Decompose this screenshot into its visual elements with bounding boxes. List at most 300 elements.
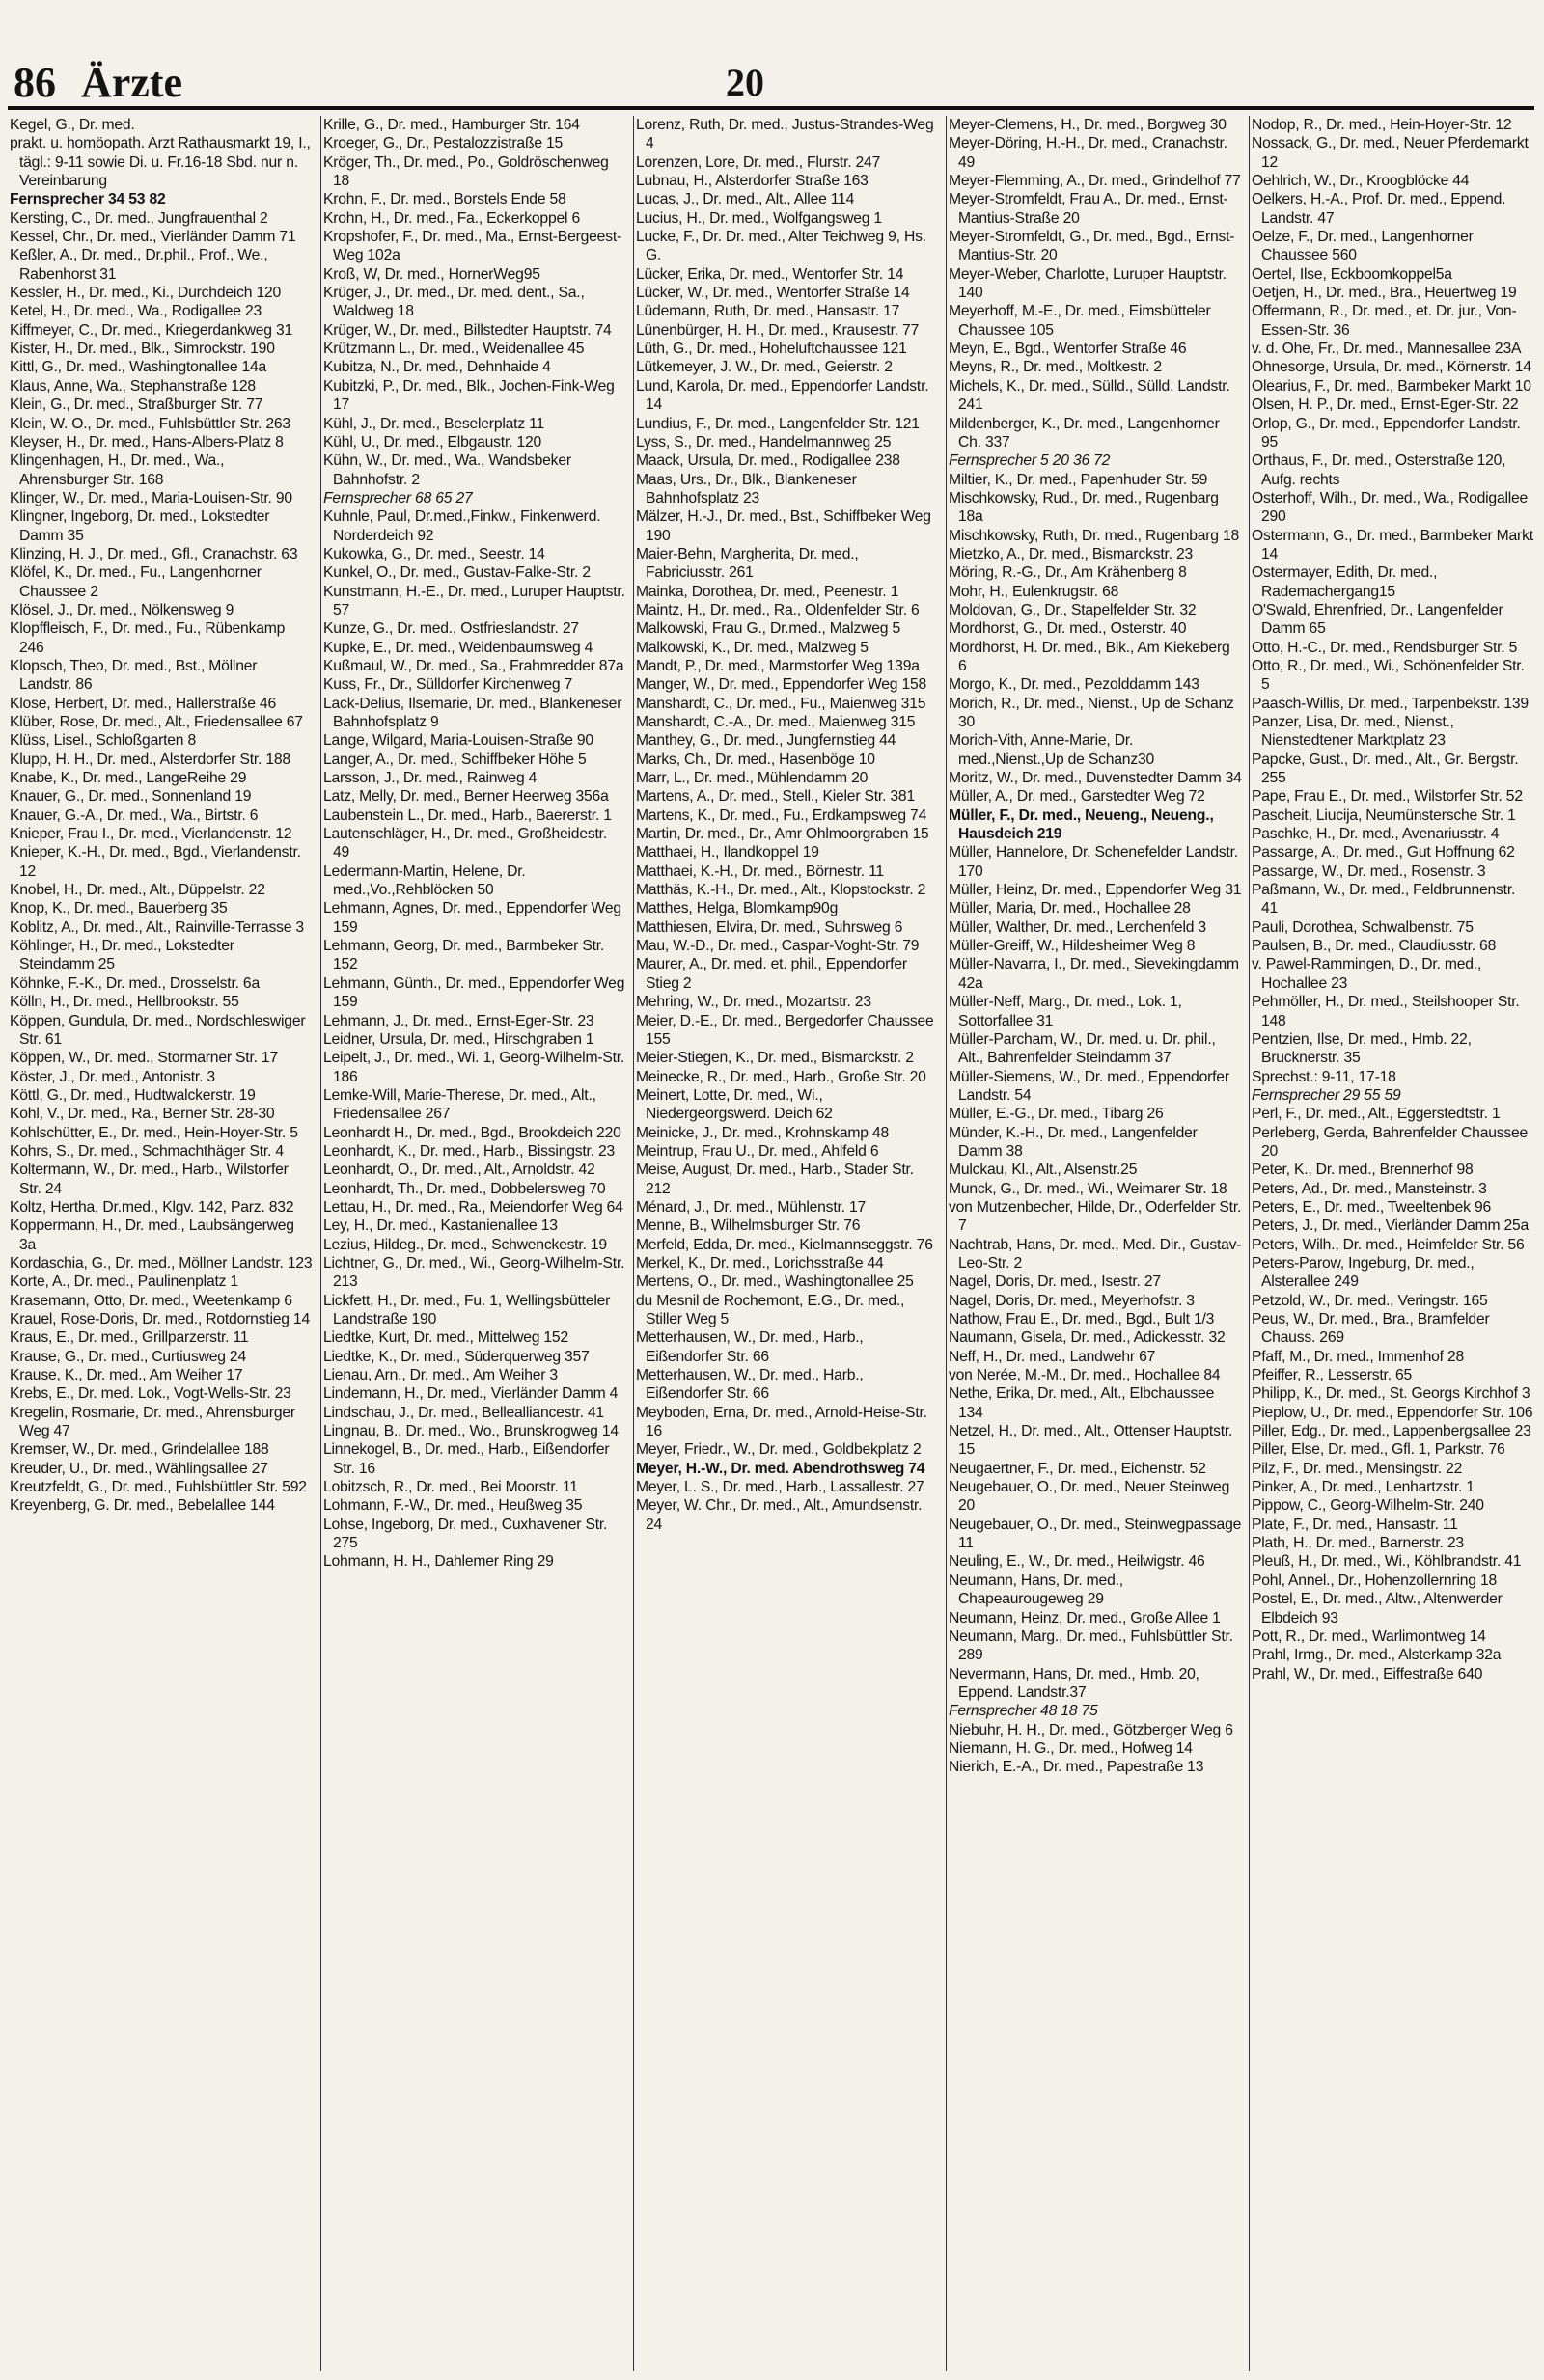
directory-entry: Pehmöller, H., Dr. med., Steilshooper Str. 148 (1252, 994, 1520, 1029)
directory-entry: Matthaei, K.-H., Dr. med., Börnestr. 11 (636, 862, 884, 880)
directory-entry: Kupke, E., Dr. med., Weidenbaumsweg 4 (323, 639, 593, 656)
directory-entry: Kessel, Chr., Dr. med., Vierländer Damm 71 (10, 229, 296, 246)
directory-entry: Manshardt, C.-A., Dr. med., Maienweg 315 (636, 714, 916, 730)
directory-entry: Münder, K.-H., Dr. med., Langenfelder Damm 38 (949, 1124, 1198, 1160)
directory-entry: Klüss, Lisel., Schloßgarten 8 (10, 732, 197, 750)
directory-entry: Neugebauer, O., Dr. med., Neuer Steinweg 20 (949, 1479, 1230, 1515)
directory-entry: Lehmann, J., Dr. med., Ernst-Eger-Str. 23 (323, 1012, 594, 1029)
directory-entry: Ledermann-Martin, Helene, Dr. med.,Vo.,Rehblöcken 50 (323, 862, 526, 899)
directory-entry: Klinger, W., Dr. med., Maria-Louisen-Str. 90 (10, 489, 292, 506)
directory-entry: Merfeld, Edda, Dr. med., Kielmannseggstr. 76 (636, 1236, 933, 1253)
directory-entry: Krause, K., Dr. med., Am Weiher 17 (10, 1367, 243, 1384)
directory-entry: Pott, R., Dr. med., Warlimontweg 14 (1252, 1628, 1486, 1645)
directory-entry: Martens, A., Dr. med., Stell., Kieler Str. 381 (636, 788, 915, 806)
directory-entry: Otto, R., Dr. med., Wi., Schönenfelder Str. 5 (1252, 657, 1525, 694)
directory-entry: Kroß, W, Dr. med., HornerWeg95 (323, 265, 540, 283)
directory-entry: Kessler, H., Dr. med., Ki., Durchdeich 120 (10, 285, 282, 302)
directory-entry: Morich, R., Dr. med., Nienst., Up de Schanz 30 (949, 695, 1234, 730)
directory-entry: Plate, F., Dr. med., Hansastr. 11 (1252, 1516, 1458, 1533)
directory-entry: Leidner, Ursula, Dr. med., Hirschgraben 1 (323, 1030, 594, 1048)
directory-entry: Pfaff, M., Dr. med., Immenhof 28 (1252, 1348, 1464, 1365)
directory-entry: Maas, Urs., Dr., Blk., Blankeneser Bahnhofsplatz 23 (636, 471, 857, 506)
directory-entry: Krützmann L., Dr. med., Weidenallee 45 (323, 341, 585, 358)
directory-entry: Lautenschläger, H., Dr. med., Großheidestr. 49 (323, 826, 607, 862)
directory-entry: Pieplow, U., Dr. med., Eppendorfer Str. 106 (1252, 1404, 1533, 1421)
directory-entry: Maurer, A., Dr. med. et. phil., Eppendorfer Stieg 2 (636, 956, 907, 992)
directory-entry: von Mutzenbecher, Hilde, Dr., Oderfelder Str. 7 (949, 1198, 1242, 1235)
directory-entry: Moldovan, G., Dr., Stapelfelder Str. 32 (949, 601, 1197, 618)
directory-entry: Fernsprecher 29 55 59 (1252, 1086, 1401, 1104)
directory-entry: Klopsch, Theo, Dr. med., Bst., Möllner Landstr. 86 (10, 657, 258, 694)
directory-entry: Kohrs, S., Dr. med., Schmachthäger Str. 4 (10, 1142, 284, 1160)
directory-entry: Michels, K., Dr. med., Sülld., Sülld. Landstr. 241 (949, 377, 1230, 414)
directory-entry: Neumann, Heinz, Dr. med., Große Allee 1 (949, 1609, 1221, 1627)
directory-entry: Fernsprecher 5 20 36 72 (949, 452, 1111, 470)
directory-entry: Oertel, Ilse, Eckboomkoppel5a (1252, 265, 1452, 283)
directory-entry: Kubitza, N., Dr. med., Dehnhaide 4 (323, 359, 551, 376)
directory-entry: Metterhausen, W., Dr. med., Harb., Eißendorfer Str. 66 (636, 1367, 864, 1403)
directory-entry: Neuling, E., W., Dr. med., Heilwigstr. 46 (949, 1553, 1205, 1571)
directory-entry: Kuhnle, Paul, Dr.med.,Finkw., Finkenwerd. Norderdeich 92 (323, 508, 601, 544)
directory-entry: Meinecke, R., Dr. med., Harb., Große Str. 20 (636, 1068, 926, 1085)
directory-entry: Nodop, R., Dr. med., Hein-Hoyer-Str. 12 (1252, 117, 1512, 133)
directory-entry: Kister, H., Dr. med., Blk., Simrockstr. 190 (10, 341, 275, 358)
directory-entry: Paschke, H., Dr. med., Avenariusstr. 4 (1252, 826, 1500, 843)
directory-entry: Nagel, Doris, Dr. med., Meyerhofstr. 3 (949, 1292, 1195, 1309)
page-header (0, 58, 1544, 108)
directory-entry: Mau, W.-D., Dr. med., Caspar-Voght-Str. 79 (636, 938, 920, 955)
directory-entry: Neugaertner, F., Dr. med., Eichenstr. 52 (949, 1460, 1206, 1477)
directory-entry: Martens, K., Dr. med., Fu., Erdkampsweg 74 (636, 807, 927, 824)
directory-entry: Köhnke, F.-K., Dr. med., Drosselstr. 6a (10, 974, 260, 992)
directory-entry: Klein, W. O., Dr. med., Fuhlsbüttler Str. 263 (10, 415, 290, 432)
directory-entry: Nevermann, Hans, Dr. med., Hmb. 20, Eppend. Landstr.37 (949, 1665, 1199, 1701)
column-2 (320, 116, 628, 2371)
directory-entry: Peus, W., Dr. med., Bra., Bramfelder Chauss. 269 (1252, 1311, 1490, 1347)
directory-entry: Kraus, E., Dr. med., Grillparzerstr. 11 (10, 1329, 249, 1347)
directory-entry: Peter, K., Dr. med., Brennerhof 98 (1252, 1162, 1474, 1179)
directory-entry: Nethe, Erika, Dr. med., Alt., Elbchaussee 134 (949, 1385, 1215, 1421)
directory-entry: Müller, Walther, Dr. med., Lerchenfeld 3 (949, 918, 1206, 936)
directory-entry: Nachtrab, Hans, Dr. med., Med. Dir., Gustav-Leo-Str. 2 (949, 1236, 1242, 1272)
directory-entry: Oelze, F., Dr. med., Langenhorner Chaussee 560 (1252, 229, 1474, 264)
directory-entry: Prahl, Irmg., Dr. med., Alsterkamp 32a (1252, 1647, 1502, 1664)
directory-entry: Meyer-Stromfeldt, Frau A., Dr. med., Ernst-Mantius-Straße 20 (949, 191, 1228, 227)
directory-entry: Neff, H., Dr. med., Landwehr 67 (949, 1348, 1156, 1365)
directory-entry: Matthes, Helga, Blomkamp90g (636, 900, 839, 917)
directory-entry: Kölln, H., Dr. med., Hellbrookstr. 55 (10, 994, 239, 1011)
directory-entry: Meyn, E., Bgd., Wentorfer Straße 46 (949, 341, 1187, 358)
directory-entry: Kreuder, U., Dr. med., Wählingsallee 27 (10, 1460, 268, 1477)
directory-entry: Klein, G., Dr. med., Straßburger Str. 77 (10, 397, 263, 414)
directory-entry: Matthaei, H., Ilandkoppel 19 (636, 844, 819, 862)
directory-entry: Malkowski, Frau G., Dr.med., Malzweg 5 (636, 620, 900, 638)
directory-entry: Lütkemeyer, J. W., Dr. med., Geierstr. 2 (636, 359, 893, 376)
directory-entry: Lundius, F., Dr. med., Langenfelder Str. 121 (636, 415, 920, 432)
directory-entry: Lorenz, Ruth, Dr. med., Justus-Strandes-Weg 4 (636, 117, 934, 152)
directory-entry: Lemke-Will, Marie-Therese, Dr. med., Alt., Friedensallee 267 (323, 1086, 596, 1123)
directory-entry: Oehlrich, W., Dr., Kroogblöcke 44 (1252, 173, 1470, 190)
directory-entry: Koltermann, W., Dr. med., Harb., Wilstorfer Str. 24 (10, 1162, 289, 1197)
directory-entry: Lack-Delius, Ilsemarie, Dr. med., Blankeneser Bahnhofsplatz 9 (323, 695, 622, 730)
directory-entry: Knabe, K., Dr. med., LangeReihe 29 (10, 770, 247, 787)
directory-entry: Piller, Else, Dr. med., Gfl. 1, Parkstr. 76 (1252, 1441, 1505, 1459)
directory-entry: Mordhorst, G., Dr. med., Osterstr. 40 (949, 620, 1187, 638)
directory-entry: Müller-Greiff, W., Hildesheimer Weg 8 (949, 938, 1196, 955)
directory-entry: Klösel, J., Dr. med., Nölkensweg 9 (10, 601, 234, 618)
directory-entry: Nathow, Frau E., Dr. med., Bgd., Bult 1/3 (949, 1311, 1215, 1327)
directory-entry: Martin, Dr. med., Dr., Amr Ohlmoorgraben 15 (636, 826, 929, 843)
directory-entry: Lienau, Arn., Dr. med., Am Weiher 3 (323, 1367, 558, 1384)
directory-entry: Kohl, V., Dr. med., Ra., Berner Str. 28-30 (10, 1106, 275, 1123)
directory-entry: Ley, H., Dr. med., Kastanienallee 13 (323, 1217, 558, 1235)
directory-entry: Klüber, Rose, Dr. med., Alt., Friedensallee 67 (10, 714, 303, 730)
directory-entry: Lüth, G., Dr. med., Hoheluftchaussee 121 (636, 341, 907, 358)
directory-entry: Kleyser, H., Dr. med., Hans-Albers-Platz 8 (10, 433, 284, 451)
directory-entry: Kremser, W., Dr. med., Grindelallee 188 (10, 1441, 269, 1459)
directory-entry: Knauer, G., Dr. med., Sonnenland 19 (10, 788, 252, 806)
directory-entry: Peters-Parow, Ingeburg, Dr. med., Alsterallee 249 (1252, 1254, 1475, 1291)
directory-entry: Peters, Ad., Dr. med., Mansteinstr. 3 (1252, 1180, 1487, 1197)
directory-entry: Paßmann, W., Dr. med., Feldbrunnenstr. 41 (1252, 882, 1516, 917)
directory-entry: Matthäs, K.-H., Dr. med., Alt., Klopstockstr. 2 (636, 882, 926, 899)
directory-entry: Klöfel, K., Dr. med., Fu., Langenhorner Chaussee 2 (10, 564, 262, 600)
directory-entry: Kroeger, G., Dr., Pestalozzistraße 15 (323, 135, 564, 152)
directory-entry: Kregelin, Rosmarie, Dr. med., Ahrensburger Weg 47 (10, 1404, 295, 1440)
directory-entry: Pfeiffer, R., Lesserstr. 65 (1252, 1367, 1413, 1384)
directory-entry: Pascheit, Liucija, Neumünstersche Str. 1 (1252, 807, 1516, 824)
directory-entry: Latz, Melly, Dr. med., Berner Heerweg 356a (323, 788, 609, 806)
directory-entry: Müller-Navarra, I., Dr. med., Sievekingdamm 42a (949, 956, 1239, 992)
directory-entry: Klinzing, H. J., Dr. med., Gfl., Cranachstr. 63 (10, 545, 298, 562)
directory-entry: Sprechst.: 9-11, 17-18 (1252, 1068, 1396, 1085)
directory-entry: Kubitzki, P., Dr. med., Blk., Jochen-Fink-Weg 17 (323, 377, 615, 414)
directory-entry: Koltz, Hertha, Dr.med., Klgv. 142, Parz. 832 (10, 1198, 294, 1216)
directory-entry: Müller-Siemens, W., Dr. med., Eppendorfer Landstr. 54 (949, 1068, 1229, 1104)
directory-entry: Peters, Wilh., Dr. med., Heimfelder Str. 56 (1252, 1236, 1525, 1253)
directory-entry: Koblitz, A., Dr. med., Alt., Rainville-Terrasse 3 (10, 918, 304, 936)
directory-entry: Klingenhagen, H., Dr. med., Wa., Ahrensburger Str. 168 (10, 452, 225, 488)
directory-entry: Moritz, W., Dr. med., Duvenstedter Damm 34 (949, 770, 1242, 787)
directory-entry: Köhlinger, H., Dr. med., Lokstedter Steindamm 25 (10, 938, 234, 973)
directory-entry: Leonhardt, K., Dr. med., Harb., Bissingstr. 23 (323, 1142, 616, 1160)
directory-entry: Mohr, H., Eulenkrugstr. 68 (949, 583, 1119, 600)
directory-entry: Mertens, O., Dr. med., Washingtonallee 25 (636, 1273, 914, 1291)
directory-entry: Mulckau, Kl., Alt., Alsenstr.25 (949, 1162, 1138, 1179)
directory-entry: Morich-Vith, Anne-Marie, Dr. med.,Nienst.,Up de Schanz30 (949, 732, 1155, 768)
directory-entry: Lange, Wilgard, Maria-Louisen-Straße 90 (323, 732, 593, 750)
directory-entry: Panzer, Lisa, Dr. med., Nienst., Nienstedtener Marktplatz 23 (1252, 714, 1454, 750)
directory-entry: Knobel, H., Dr. med., Alt., Düppelstr. 22 (10, 882, 265, 899)
directory-entry: Menne, B., Wilhelmsburger Str. 76 (636, 1217, 861, 1235)
directory-entry: Matthiesen, Elvira, Dr. med., Suhrsweg 6 (636, 918, 903, 936)
directory-entry: Krause, G., Dr. med., Curtiusweg 24 (10, 1348, 246, 1365)
directory-entry: Klose, Herbert, Dr. med., Hallerstraße 46 (10, 695, 277, 712)
directory-entry: Lünenbürger, H. H., Dr. med., Krausestr. 77 (636, 321, 920, 339)
directory-entry: Kühl, J., Dr. med., Beselerplatz 11 (323, 415, 545, 432)
directory-entry: Malkowski, K., Dr. med., Malzweg 5 (636, 639, 868, 656)
directory-entry: Pohl, Annel., Dr., Hohenzollernring 18 (1252, 1572, 1498, 1589)
directory-entry: Kropshofer, F., Dr. med., Ma., Ernst-Bergeest-Weg 102a (323, 229, 622, 264)
directory-entry: Peters, E., Dr. med., Tweeltenbek 96 (1252, 1198, 1491, 1216)
directory-entry: Meintrup, Frau U., Dr. med., Ahlfeld 6 (636, 1142, 879, 1160)
column-3 (633, 116, 941, 2371)
directory-entry: Prahl, W., Dr. med., Eiffestraße 640 (1252, 1665, 1483, 1682)
directory-entry: Lohmann, H. H., Dahlemer Ring 29 (323, 1553, 554, 1571)
directory-entry: Neumann, Marg., Dr. med., Fuhlsbüttler Str. 289 (949, 1628, 1233, 1664)
directory-entry: Kühn, W., Dr. med., Wa., Wandsbeker Bahnhofstr. 2 (323, 452, 571, 488)
directory-entry: Müller, F., Dr. med., Neueng., Neueng., Hausdeich 219 (949, 807, 1214, 843)
directory-entry: Perleberg, Gerda, Bahrenfelder Chaussee 20 (1252, 1124, 1529, 1160)
directory-entry: du Mesnil de Rochemont, E.G., Dr. med., Stiller Weg 5 (636, 1292, 905, 1327)
directory-entry: Krohn, H., Dr. med., Fa., Eckerkoppel 6 (323, 209, 580, 227)
directory-entry: Lehmann, Georg, Dr. med., Barmbeker Str. 152 (323, 938, 605, 973)
directory-entry: Kreutzfeldt, G., Dr. med., Fuhlsbüttler Str. 592 (10, 1479, 307, 1496)
directory-entry: Marr, L., Dr. med., Mühlendamm 20 (636, 770, 868, 787)
directory-entry: Kegel, G., Dr. med. (10, 117, 135, 133)
directory-entry: Lobitzsch, R., Dr. med., Bei Moorstr. 11 (323, 1479, 578, 1496)
directory-entry: Ohnesorge, Ursula, Dr. med., Körnerstr. 14 (1252, 359, 1531, 376)
directory-entry: Lücker, Erika, Dr. med., Wentorfer Str. 14 (636, 265, 904, 283)
directory-entry: Meyns, R., Dr. med., Moltkestr. 2 (949, 359, 1162, 376)
directory-entry: v. d. Ohe, Fr., Dr. med., Mannesallee 23A (1252, 341, 1522, 358)
directory-entry: Müller, A., Dr. med., Garstedter Weg 72 (949, 788, 1205, 806)
directory-entry: Piller, Edg., Dr. med., Lappenbergsallee 23 (1252, 1423, 1531, 1440)
directory-entry: Leonhardt, Th., Dr. med., Dobbelersweg 70 (323, 1180, 606, 1197)
directory-entry: Passarge, A., Dr. med., Gut Hoffnung 62 (1252, 844, 1515, 862)
directory-entry: Petzold, W., Dr. med., Veringstr. 165 (1252, 1292, 1488, 1309)
directory-entry: Pentzien, Ilse, Dr. med., Hmb. 22, Brucknerstr. 35 (1252, 1030, 1472, 1067)
directory-entry: Neugebauer, O., Dr. med., Steinwegpassage 11 (949, 1516, 1242, 1552)
directory-entry: Oelkers, H.-A., Prof. Dr. med., Eppend. Landstr. 47 (1252, 191, 1506, 227)
directory-entry: Kröger, Th., Dr. med., Po., Goldröschenweg 18 (323, 153, 609, 190)
directory-entry: Niemann, H. G., Dr. med., Hofweg 14 (949, 1739, 1193, 1757)
directory-entry: Lucas, J., Dr. med., Alt., Allee 114 (636, 191, 855, 208)
directory-entry: Niebuhr, H. H., Dr. med., Götzberger Weg 6 (949, 1721, 1233, 1738)
directory-entry: Krauel, Rose-Doris, Dr. med., Rotdornstieg 14 (10, 1311, 310, 1327)
directory-entry: Meinert, Lotte, Dr. med., Wi., Niedergeorgswerd. Deich 62 (636, 1086, 833, 1123)
directory-entry: Mandt, P., Dr. med., Marmstorfer Weg 139a (636, 657, 920, 674)
directory-entry: Kersting, C., Dr. med., Jungfrauenthal 2 (10, 209, 268, 227)
directory-entry: Meyer, H.-W., Dr. med. Abendrothsweg 74 (636, 1460, 925, 1477)
header-rule (8, 106, 1534, 110)
directory-entry: Knieper, K.-H., Dr. med., Bgd., Vierlandenstr. 12 (10, 844, 301, 880)
directory-entry: Keßler, A., Dr. med., Dr.phil., Prof., We., Rabenhorst 31 (10, 247, 268, 283)
directory-entry: Pape, Frau E., Dr. med., Wilstorfer Str. 52 (1252, 788, 1523, 806)
directory-entry: Mietzko, A., Dr. med., Bismarckstr. 23 (949, 545, 1194, 562)
directory-entry: Krohn, F., Dr. med., Borstels Ende 58 (323, 191, 566, 208)
directory-entry: Philipp, K., Dr. med., St. Georgs Kirchhof 3 (1252, 1385, 1530, 1403)
directory-entry: Knauer, G.-A., Dr. med., Wa., Birtstr. 6 (10, 807, 259, 824)
directory-entry: Köster, J., Dr. med., Antonistr. 3 (10, 1068, 215, 1085)
directory-entry: Lucius, H., Dr. med., Wolfgangsweg 1 (636, 209, 882, 227)
directory-entry: Krüger, J., Dr. med., Dr. med. dent., Sa., Waldweg 18 (323, 285, 585, 320)
directory-entry: Mälzer, H.-J., Dr. med., Bst., Schiffbeker Weg 190 (636, 508, 931, 544)
directory-entry: Fernsprecher 48 18 75 (949, 1703, 1098, 1720)
column-1 (8, 116, 315, 2371)
directory-entry: Merkel, K., Dr. med., Lorichsstraße 44 (636, 1254, 884, 1272)
directory-entry: Maack, Ursula, Dr. med., Rodigallee 238 (636, 452, 900, 470)
directory-entry: Miltier, K., Dr. med., Papenhuder Str. 59 (949, 471, 1208, 488)
directory-entry: Lingnau, B., Dr. med., Wo., Brunskrogweg 14 (323, 1423, 619, 1440)
directory-entry: Meyer, W. Chr., Dr. med., Alt., Amundsenstr. 24 (636, 1497, 923, 1533)
directory-entry: Köppen, Gundula, Dr. med., Nordschleswiger Str. 61 (10, 1012, 306, 1048)
directory-entry: Meier-Stiegen, K., Dr. med., Bismarckstr. 2 (636, 1050, 914, 1067)
directory-entry: Müller, E.-G., Dr. med., Tibarg 26 (949, 1106, 1164, 1123)
directory-entry: Mainka, Dorothea, Dr. med., Peenestr. 1 (636, 583, 899, 600)
directory-entry: Möring, R.-G., Dr., Am Krähenberg 8 (949, 564, 1187, 582)
directory-entry: Maintz, H., Dr. med., Ra., Oldenfelder Str. 6 (636, 601, 920, 618)
directory-entry: Manger, W., Dr. med., Eppendorfer Weg 158 (636, 676, 927, 694)
directory-entry: Pauli, Dorothea, Schwalbenstr. 75 (1252, 918, 1474, 936)
directory-entry: Langer, A., Dr. med., Schiffbeker Höhe 5 (323, 751, 587, 768)
directory-entry: Lehmann, Agnes, Dr. med., Eppendorfer Weg 159 (323, 900, 621, 936)
directory-entry: Orlop, G., Dr. med., Eppendorfer Landstr. 95 (1252, 415, 1521, 451)
page-number: 86 (14, 59, 56, 106)
directory-entry: Mehring, W., Dr. med., Mozartstr. 23 (636, 994, 871, 1011)
directory-entry: Otto, H.-C., Dr. med., Rendsburger Str. 5 (1252, 639, 1518, 656)
directory-entry: Kunze, G., Dr. med., Ostfrieslandstr. 27 (323, 620, 579, 638)
directory-entry: Meyer-Döring, H.-H., Dr. med., Cranachstr. 49 (949, 135, 1227, 171)
directory-entry: Müller, Maria, Dr. med., Hochallee 28 (949, 900, 1191, 917)
directory-entry: Nossack, G., Dr. med., Neuer Pferdemarkt 12 (1252, 135, 1529, 171)
directory-entry: Kuss, Fr., Dr., Sülldorfer Kirchenweg 7 (323, 676, 573, 694)
directory-entry: Kohlschütter, E., Dr. med., Hein-Hoyer-Str. 5 (10, 1124, 298, 1141)
directory-entry: Kühl, U., Dr. med., Elbgaustr. 120 (323, 433, 542, 451)
directory-entry: Marks, Ch., Dr. med., Hasenböge 10 (636, 751, 875, 768)
directory-entry: Laubenstein L., Dr. med., Harb., Baererstr. 1 (323, 807, 612, 824)
directory-entry: Meyer-Weber, Charlotte, Luruper Hauptstr. 140 (949, 265, 1227, 302)
center-page-number: 20 (726, 61, 764, 104)
column-5 (1249, 116, 1535, 2371)
directory-entry: Klopffleisch, F., Dr. med., Fu., Rübenkamp 246 (10, 620, 286, 656)
directory-entry: Leonhardt H., Dr. med., Bgd., Brookdeich 220 (323, 1124, 621, 1141)
directory-entry: Larsson, J., Dr. med., Rainweg 4 (323, 770, 538, 787)
directory-entry: Ostermann, G., Dr. med., Barmbeker Markt 14 (1252, 527, 1533, 562)
directory-entry: Meyer-Stromfeldt, G., Dr. med., Bgd., Ernst-Mantius-Str. 20 (949, 229, 1235, 264)
directory-entry: Pilz, F., Dr. med., Mensingstr. 22 (1252, 1460, 1463, 1477)
directory-entry: Kordaschia, G., Dr. med., Möllner Landstr. 123 (10, 1254, 313, 1272)
directory-entry: Offermann, R., Dr. med., et. Dr. jur., Von-Essen-Str. 36 (1252, 303, 1517, 339)
directory-entry: Kreyenberg, G. Dr. med., Bebelallee 144 (10, 1497, 275, 1515)
directory-entry: Lettau, H., Dr. med., Ra., Meiendorfer Weg 64 (323, 1198, 623, 1216)
directory-entry: Maier-Behn, Margherita, Dr. med., Fabriciusstr. 261 (636, 545, 859, 582)
directory-entry: Knieper, Frau I., Dr. med., Vierlandenstr. 12 (10, 826, 292, 843)
directory-entry: Klingner, Ingeborg, Dr. med., Lokstedter Damm 35 (10, 508, 270, 544)
directory-entry: Lücker, W., Dr. med., Wentorfer Straße 14 (636, 285, 910, 302)
column-4 (946, 116, 1244, 2371)
directory-entry: Klupp, H. H., Dr. med., Alsterdorfer Str. 188 (10, 751, 290, 768)
directory-entry: Meyerhoff, M.-E., Dr. med., Eimsbütteler Chaussee 105 (949, 303, 1211, 339)
directory-entry: Müller-Parcham, W., Dr. med. u. Dr. phil., Alt., Bahrenfelder Steindamm 37 (949, 1030, 1216, 1067)
directory-entry: prakt. u. homöopath. Arzt Rathausmarkt 19, I., tägl.: 9-11 sowie Di. u. Fr.16-18 Sbd. nur n. Vereinbarung (10, 135, 311, 190)
directory-entry: Meyer, L. S., Dr. med., Harb., Lassallestr. 27 (636, 1479, 924, 1496)
directory-entry: Krüger, W., Dr. med., Billstedter Hauptstr. 74 (323, 321, 612, 339)
directory-entry: Kittl, G., Dr. med., Washingtonallee 14a (10, 359, 267, 376)
directory-entry: Krebs, E., Dr. med. Lok., Vogt-Wells-Str. 23 (10, 1385, 291, 1403)
section-title: Ärzte (81, 59, 183, 106)
directory-columns (8, 116, 1534, 2371)
directory-entry: von Nerée, M.-M., Dr. med., Hochallee 84 (949, 1367, 1221, 1384)
directory-entry: Meyer-Clemens, H., Dr. med., Borgweg 30 (949, 117, 1227, 133)
directory-entry: Lindemann, H., Dr. med., Vierländer Damm 4 (323, 1385, 619, 1403)
directory-entry: Meyer-Flemming, A., Dr. med., Grindelhof 77 (949, 173, 1241, 190)
directory-entry: Lüdemann, Ruth, Dr. med., Hansastr. 17 (636, 303, 900, 320)
directory-entry: Lezius, Hildeg., Dr. med., Schwenckestr. 19 (323, 1236, 607, 1253)
directory-entry: Lubnau, H., Alsterdorfer Straße 163 (636, 173, 868, 190)
directory-entry: Klaus, Anne, Wa., Stephanstraße 128 (10, 377, 256, 395)
directory-entry: Morgo, K., Dr. med., Pezolddamm 143 (949, 676, 1199, 694)
directory-entry: Pippow, C., Georg-Wilhelm-Str. 240 (1252, 1497, 1484, 1515)
directory-entry: Mischkowsky, Ruth, Dr. med., Rugenbarg 18 (949, 527, 1240, 544)
directory-entry: Pleuß, H., Dr. med., Wi., Köhlbrandstr. 41 (1252, 1553, 1522, 1571)
directory-entry: Lund, Karola, Dr. med., Eppendorfer Landstr. 14 (636, 377, 929, 414)
directory-entry: Mischkowsky, Rud., Dr. med., Rugenbarg 18a (949, 489, 1219, 526)
directory-entry: Lucke, F., Dr. Dr. med., Alter Teichweg 9, Hs. G. (636, 229, 926, 264)
directory-entry: Kukowka, G., Dr. med., Seestr. 14 (323, 545, 545, 562)
directory-entry: Meyboden, Erna, Dr. med., Arnold-Heise-Str. 16 (636, 1404, 927, 1440)
directory-entry: Kunstmann, H.-E., Dr. med., Luruper Hauptstr. 57 (323, 583, 625, 618)
directory-entry: Liedtke, K., Dr. med., Süderquerweg 357 (323, 1348, 590, 1365)
directory-entry: Netzel, H., Dr. med., Alt., Ottenser Hauptstr. 15 (949, 1423, 1233, 1459)
directory-entry: Naumann, Gisela, Dr. med., Adickesstr. 32 (949, 1329, 1226, 1347)
directory-entry: Meyer, Friedr., W., Dr. med., Goldbekplatz 2 (636, 1441, 922, 1459)
directory-entry: Mildenberger, K., Dr. med., Langenhorner Ch. 337 (949, 415, 1220, 451)
directory-entry: Papcke, Gust., Dr. med., Alt., Gr. Bergstr. 255 (1252, 751, 1519, 787)
directory-entry: Ketel, H., Dr. med., Wa., Rodigallee 23 (10, 303, 262, 320)
directory-entry: Pinker, A., Dr. med., Lenhartzstr. 1 (1252, 1479, 1475, 1496)
directory-entry: Lindschau, J., Dr. med., Bellealliancestr. 41 (323, 1404, 604, 1421)
directory-entry: Ménard, J., Dr. med., Mühlenstr. 17 (636, 1198, 867, 1216)
directory-entry: Krille, G., Dr. med., Hamburger Str. 164 (323, 117, 580, 133)
directory-entry: Paasch-Willis, Dr. med., Tarpenbekstr. 139 (1252, 695, 1529, 712)
directory-entry: Linnekogel, B., Dr. med., Harb., Eißendorfer Str. 16 (323, 1441, 610, 1477)
directory-entry: Lichtner, G., Dr. med., Wi., Georg-Wilhelm-Str. 213 (323, 1254, 625, 1291)
directory-entry: Korte, A., Dr. med., Paulinenplatz 1 (10, 1273, 238, 1291)
directory-entry: v. Pawel-Rammingen, D., Dr. med., Hochallee 23 (1252, 956, 1482, 992)
directory-entry: Olsen, H. P., Dr. med., Ernst-Eger-Str. 22 (1252, 397, 1519, 414)
directory-entry: Meise, August, Dr. med., Harb., Stader Str. 212 (636, 1162, 914, 1197)
directory-entry: Olearius, F., Dr. med., Barmbeker Markt 10 (1252, 377, 1531, 395)
directory-entry: Meinicke, J., Dr. med., Krohnskamp 48 (636, 1124, 890, 1141)
directory-entry: Nierich, E.-A., Dr. med., Papestraße 13 (949, 1759, 1204, 1776)
directory-entry: Manshardt, C., Dr. med., Fu., Maienweg 315 (636, 695, 926, 712)
directory-entry: Müller-Neff, Marg., Dr. med., Lok. 1, Sottorfallee 31 (949, 994, 1182, 1029)
directory-entry: Munck, G., Dr. med., Wi., Weimarer Str. 18 (949, 1180, 1227, 1197)
directory-entry: Nagel, Doris, Dr. med., Isestr. 27 (949, 1273, 1161, 1291)
directory-entry: Oetjen, H., Dr. med., Bra., Heuertweg 19 (1252, 285, 1517, 302)
directory-entry: Manthey, G., Dr. med., Jungfernstieg 44 (636, 732, 896, 750)
directory-entry: O'Swald, Ehrenfried, Dr., Langenfelder Damm 65 (1252, 601, 1503, 638)
directory-entry: Orthaus, F., Dr. med., Osterstraße 120, Aufg. rechts (1252, 452, 1506, 488)
directory-entry: Peters, J., Dr. med., Vierländer Damm 25a (1252, 1217, 1530, 1235)
directory-entry: Lickfett, H., Dr. med., Fu. 1, Wellingsbütteler Landstraße 190 (323, 1292, 611, 1327)
directory-entry: Lyss, S., Dr. med., Handelmannweg 25 (636, 433, 892, 451)
directory-entry: Fernsprecher 34 53 82 (10, 191, 166, 208)
directory-entry: Kußmaul, W., Dr. med., Sa., Frahmredder 87a (323, 657, 624, 674)
directory-entry: Meier, D.-E., Dr. med., Bergedorfer Chaussee 155 (636, 1012, 934, 1048)
directory-entry: Osterhoff, Wilh., Dr. med., Wa., Rodigallee 290 (1252, 489, 1529, 526)
directory-entry: Perl, F., Dr. med., Alt., Eggerstedtstr. 1 (1252, 1106, 1501, 1123)
directory-entry: Metterhausen, W., Dr. med., Harb., Eißendorfer Str. 66 (636, 1329, 864, 1365)
directory-entry: Plath, H., Dr. med., Barnerstr. 23 (1252, 1535, 1464, 1552)
directory-entry: Fernsprecher 68 65 27 (323, 489, 473, 506)
directory-entry: Köttl, G., Dr. med., Hudtwalckerstr. 19 (10, 1086, 256, 1104)
directory-entry: Postel, E., Dr. med., Altw., Altenwerder Elbdeich 93 (1252, 1591, 1503, 1627)
directory-entry: Paulsen, B., Dr. med., Claudiusstr. 68 (1252, 938, 1497, 955)
directory-entry: Leipelt, J., Dr. med., Wi. 1, Georg-Wilhelm-Str. 186 (323, 1050, 625, 1085)
directory-entry: Neumann, Hans, Dr. med., Chapeaurougeweg 29 (949, 1572, 1123, 1608)
